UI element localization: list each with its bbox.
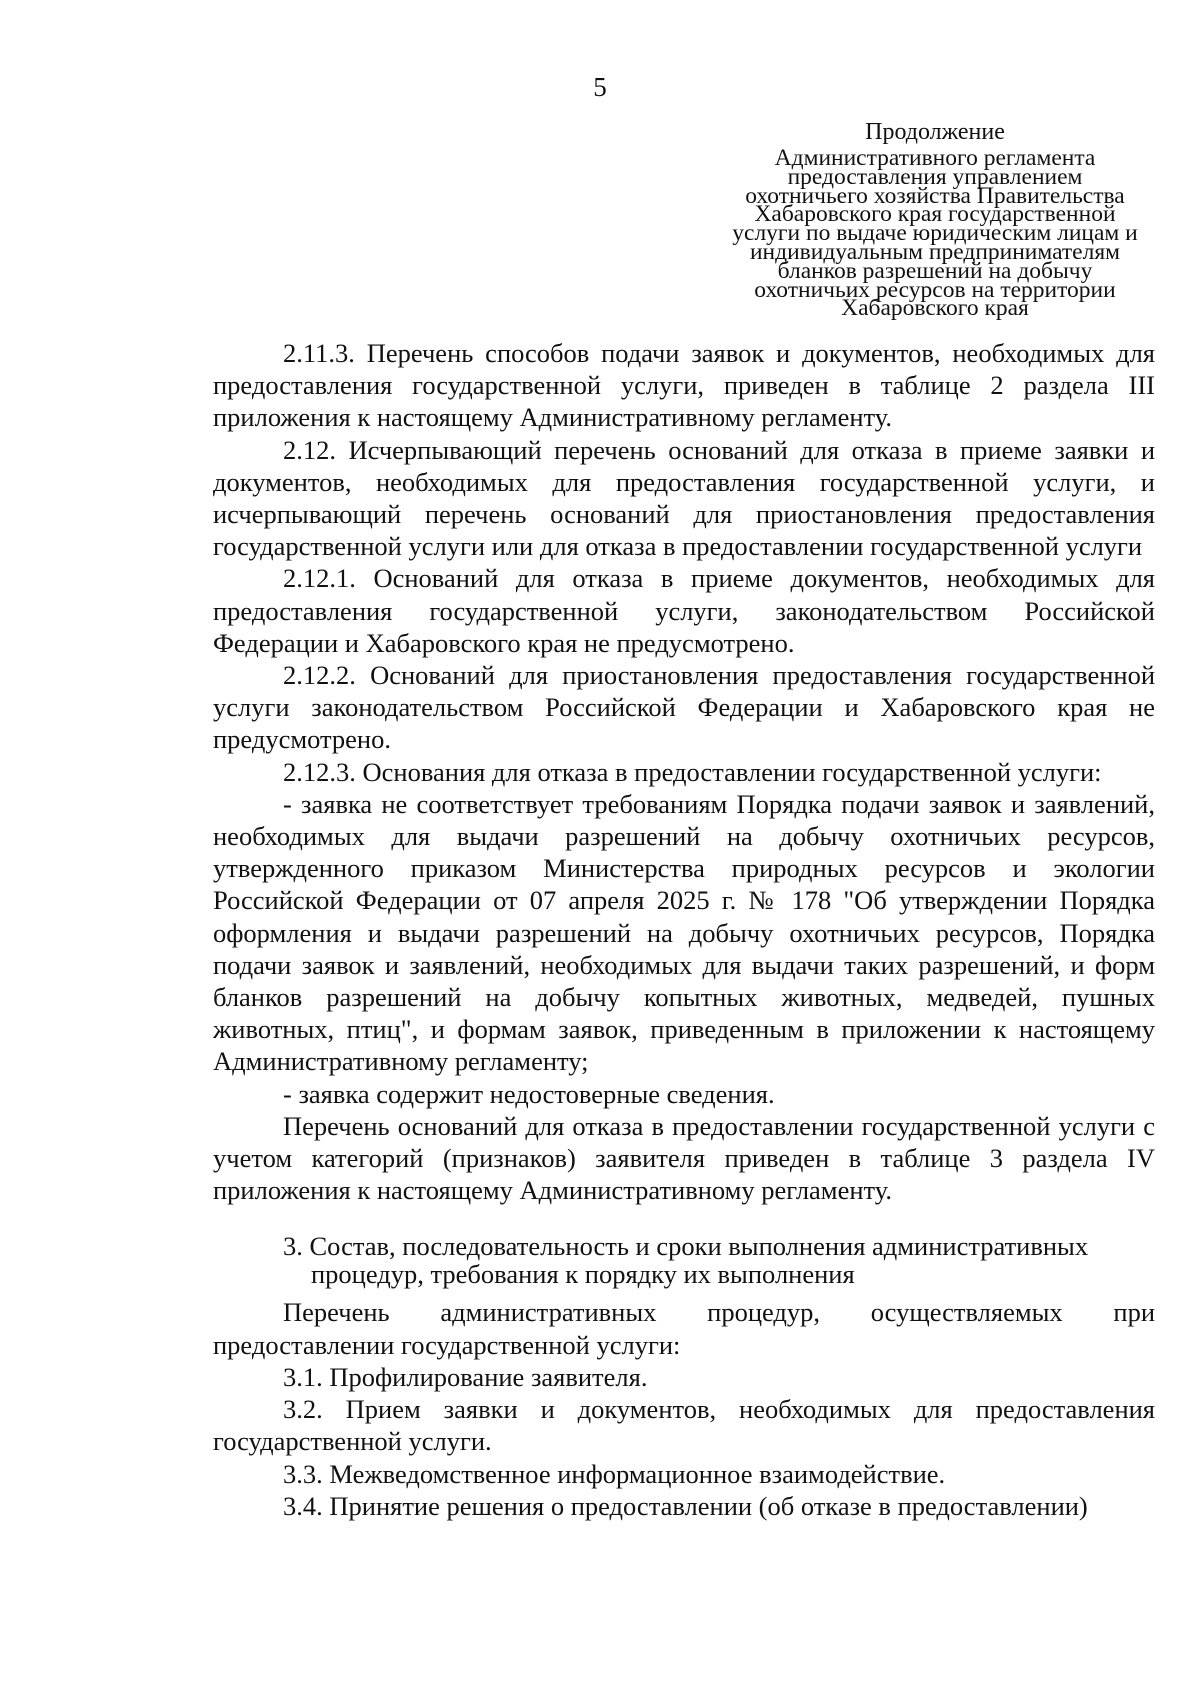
section-heading-line: 3. Состав, последовательность и сроки выполнения административных: [283, 1231, 1089, 1262]
header-line: охотничьих ресурсов на территории: [754, 276, 1116, 303]
header-line: охотничьего хозяйства Правительства: [745, 182, 1125, 209]
header-line: Административного регламента: [774, 145, 1096, 171]
list-item-3-2: 3.2. Прием заявки и документов, необходимых для предоставления государственной услуги.: [213, 1394, 1155, 1457]
list-item-3-1: 3.1. Профилирование заявителя.: [283, 1361, 648, 1392]
header-line: предоставления управлением: [787, 163, 1083, 190]
paragraph-procedures-list: Перечень административных процедур, осуществляемых при предоставлении государственной услуги:: [213, 1297, 1155, 1360]
paragraph-2-12-3: 2.12.3. Основания для отказа в предоставлении государственной услуги:: [283, 756, 1102, 787]
paragraph-2-11-3: 2.11.3. Перечень способов подачи заявок и документов, необходимых для предоставления государственной услуги, приведен в таблице 2 раздела III приложения к настоящему Административному регламенту.: [213, 338, 1155, 433]
paragraph-refusal-list: Перечень оснований для отказа в предоставлении государственной услуги с учетом категорий (признаков) заявителя приведен в таблице 3 раздела IV приложения к настоящему Административному регламенту.: [213, 1110, 1155, 1206]
header-line: бланков разрешений на добычу: [777, 257, 1093, 284]
document-body: [213, 337, 1155, 1522]
header-line: услуги по выдаче юридическим лицам и: [732, 220, 1138, 247]
page-number: 5: [593, 72, 607, 102]
header-line: Хабаровского края: [841, 295, 1029, 322]
continuation-header: [720, 117, 1150, 322]
header-title: Продолжение: [865, 119, 1005, 145]
section-heading-line: процедур, требования к порядку их выполнения: [311, 1259, 855, 1290]
section-3-heading: [213, 1232, 1155, 1288]
header-line: Хабаровского края государственной: [754, 201, 1116, 228]
paragraph-2-12-1: 2.12.1. Оснований для отказа в приеме документов, необходимых для предоставления государственной услуги, законодательством Российской Федерации и Хабаровского края не предусмотрено.: [213, 563, 1155, 658]
bullet-item: - заявка не соответствует требованиям Порядка подачи заявок и заявлений, необходимых для выдачи разрешений на добычу охотничьих ресурсов, утвержденного приказом Министерства природных ресурсов и экологии Российской Федерации от 07 апреля 2025 г. № 178 "Об утверждении Порядка оформления и выдачи разрешений на добычу охотничьих ресурсов, Порядка подачи заявок и заявлений, необходимых для выдачи таких разрешений, и форм бланков разрешений на добычу копытных животных, медведей, пушных животных, птиц", и формам заявок, приведенным в приложении к настоящему Административному регламенту;: [213, 788, 1155, 1077]
list-item-3-3: 3.3. Межведомственное информационное взаимодействие.: [283, 1458, 946, 1489]
list-item-3-4: 3.4. Принятие решения о предоставлении (об отказе в предоставлении): [283, 1490, 1088, 1521]
paragraph-2-12-2: 2.12.2. Оснований для приостановления предоставления государственной услуги законодательством Российской Федерации и Хабаровского края не предусмотрено.: [213, 660, 1155, 755]
header-line: индивидуальным предпринимателям: [749, 238, 1121, 265]
bullet-item: - заявка содержит недостоверные сведения.: [283, 1078, 775, 1109]
paragraph-2-12: 2.12. Исчерпывающий перечень оснований для отказа в приеме заявки и документов, необходимых для предоставления государственной услуги, и исчерпывающий перечень оснований для приостановления предоставления государственной услуги или для отказа в предоставлении государственной услуги: [213, 434, 1155, 562]
